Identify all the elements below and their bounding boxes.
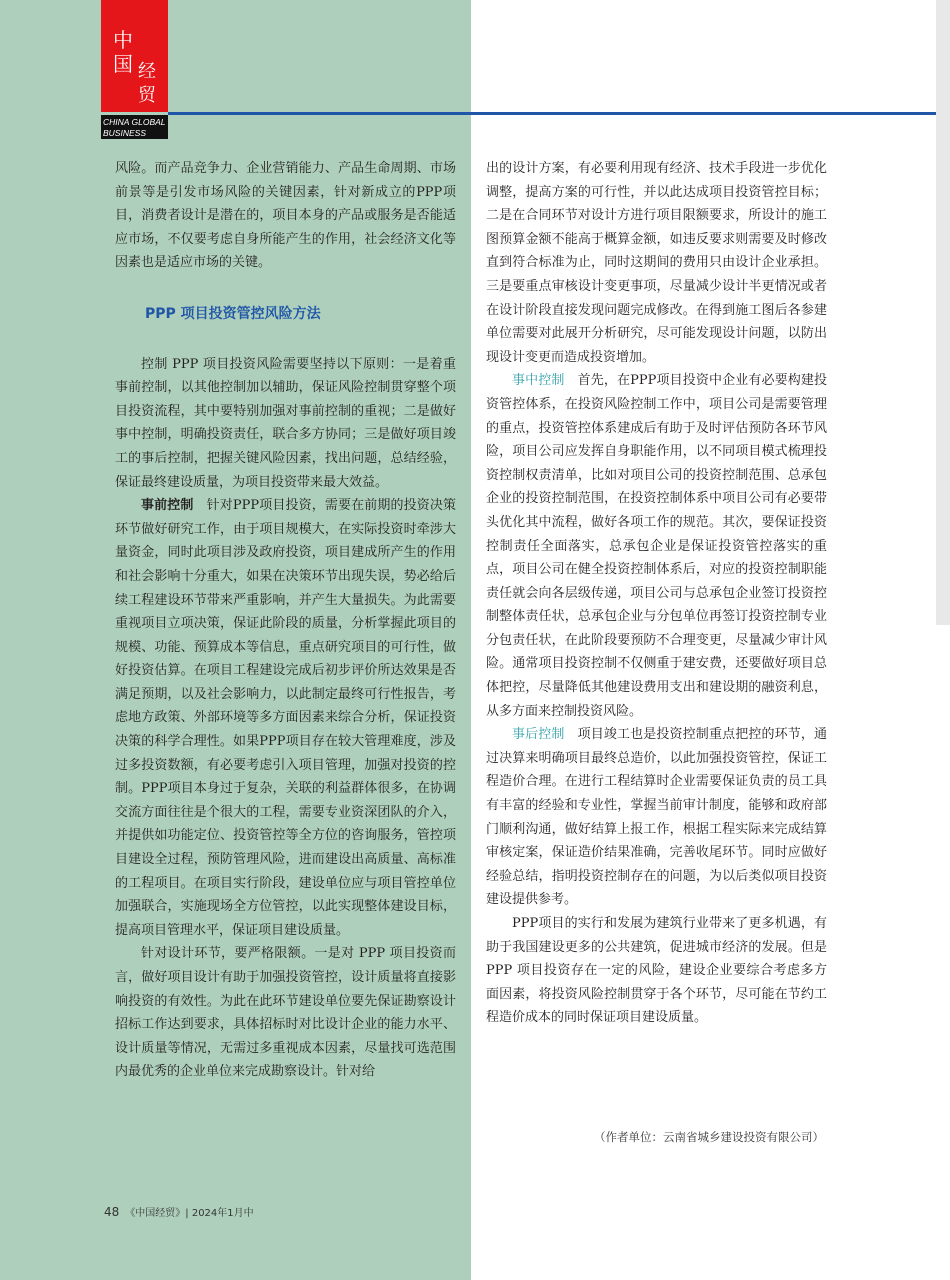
right-paragraph-3-body: 项目竣工也是投资控制重点把控的环节，通过决算来明确项目最终总造价，以此加强投资管控，保证工程造价合理。在进行工程结算时企业需要保证负责的员工具有丰富的经验和专业性，掌握当前审计制度，能够和政府部门顺利沟通，做好结算上报工作，根据工程实际来完成结算审核定案，保证造价结果准确，完善收尾环节。同时应做好经验总结，指明投资控制存在的问题，为以后类似项目投资建设提供参考。 <box>486 727 827 908</box>
logo-char-guo: 国 <box>113 52 133 76</box>
magazine-logo <box>101 0 168 112</box>
logo-english: CHINA GLOBAL BUSINESS <box>101 115 168 139</box>
right-paragraph-1: 出的设计方案，有必要利用现有经济、技术手段进一步优化调整，提高方案的可行性，并以此达成项目投资管控目标；二是在合同环节对设计方进行项目限额要求，所设计的施工图预算金额不能高于概算金额，如违反要求则需要及时修改直到符合标准为止，同时这期间的费用只由设计企业承担。三是要重点审核设计变更事项，尽量减少设计半更情况或者在设计阶段直接发现问题完成修改。在得到施工图后各参建单位需要对此展开分析研究，尽可能发现设计问题，以防出现设计变更而造成投资增加。 <box>486 161 827 365</box>
right-column <box>486 157 827 1030</box>
author-affiliation: （作者单位：云南省城乡建设投资有限公司） <box>594 1130 824 1144</box>
scroll-strip <box>936 0 950 625</box>
left-paragraph-3-body: 针对PPP项目投资，需要在前期的投资决策环节做好研究工作，由于项目规模大，在实际投资时牵涉大量资金，同时此项目涉及政府投资，项目建成所产生的作用和社会影响十分重大，如果在决策环节出现失误，势必给后续工程建设环节带来严重影响，并产生大量损失。为此需要重视项目立项决策，保证此阶段的质量，分析掌握此项目的规模、功能、预算成本等信息，重点研究项目的可行性，做好投资估算。在项目工程建设完成后初步评价所达效果是否满足预期，以及社会影响力，以此制定最终可行性报告，考虑地方政策、外部环境等多方面因素来综合分析，保证投资决策的科学合理性。如果PPP项目存在较大管理难度，涉及过多投资数额，有必要考虑引入项目管理，加强对投资的控制。PPP项目本身过于复杂，关联的利益群体很多，在协调交流方面往往是个很大的工程，需要专业资深团队的介入，并提供如功能定位、投资管控等全方位的咨询服务，管控项目建设全过程，预防管理风险，进而建设出高质量、高标准的工程项目。在项目实行阶段，建设单位应与项目管控单位加强联合，实施现场全方位管控，以此实现整体建设目标，提高项目管理水平，保证项目建设质量。 <box>115 498 456 938</box>
lead-term-post-control: 事后控制 <box>512 727 565 743</box>
lead-term-in-control: 事中控制 <box>512 373 565 389</box>
left-paragraph-3 <box>115 494 456 942</box>
left-paragraph-2: 控制 PPP 项目投资风险需要坚持以下原则：一是着重事前控制，以其他控制加以辅助，保证风险控制贯穿整个项目投资流程，其中要特别加强对事前控制的重视；二是做好事中控制，明确投资责任，联合多方协同；三是做好项目竣工的事后控制，把握关键风险因素，找出问题，总结经验，保证最终建设质量，为项目投资带来最大效益。 <box>115 356 456 490</box>
page-footer <box>104 1204 254 1219</box>
right-paragraph-4: PPP项目的实行和发展为建筑行业带来了更多机遇，有助于我国建设更多的公共建筑，促进城市经济的发展。但是 PPP 项目投资存在一定的风险，建设企业要综合考虑多方面因素，将投资风险控制贯穿于各个环节，尽可能在节约工程造价成本的同时保证项目建设质量。 <box>486 916 827 1026</box>
lead-term-pre-control: 事前控制 <box>141 498 194 514</box>
right-paragraph-2 <box>486 369 827 723</box>
header-rule <box>168 112 936 115</box>
left-column <box>115 157 456 1084</box>
logo-char-jing: 经 <box>138 61 156 82</box>
page-number: 48 <box>104 1205 120 1219</box>
footer-publication: 《中国经贸》| 2024年1月中 <box>125 1208 254 1219</box>
left-paragraph-1: 风险。而产品竞争力、企业营销能力、产品生命周期、市场前景等是引发市场风险的关键因素，针对新成立的PPP项目，消费者设计是潜在的，项目本身的产品或服务是否能适应市场，不仅要考虑自身所能产生的作用，社会经济文化等因素也是适应市场的关键。 <box>115 161 456 271</box>
logo-char-zhong: 中 <box>113 28 133 52</box>
section-heading: PPP 项目投资管控风险方法 <box>145 305 321 322</box>
right-paragraph-3 <box>486 723 827 912</box>
right-paragraph-2-body: 首先，在PPP项目投资中企业有必要构建投资管控体系，在投资风险控制工作中，项目公司是需要管理的重点，投资管控体系建成后有助于及时评估预防各环节风险，项目公司应发挥自身职能作用，以不同项目模式梳理投资控制权责清单，比如对项目公司的投资控制范围、总承包企业的投资控制范围，在投资控制体系中项目公司有必要带头优化其中流程，做好各项工作的规范。其次，要保证投资控制责任全面落实，总承包企业是保证投资管控落实的重点，项目公司在健全投资控制体系后，对应的投资控制职能责任就会向各层级传递，项目公司与总承包企业签订投资控制整体责任状，总承包企业与分包单位再签订投资控制专业分包责任状，在此阶段要预防不合理变更，尽量减少审计风险。通常项目投资控制不仅侧重于建安费，还要做好项目总体把控，尽量降低其他建设费用支出和建设期的融资利息，从多方面来控制投资风险。 <box>486 373 827 719</box>
left-paragraph-4: 针对设计环节，要严格限额。一是对 PPP 项目投资而言，做好项目设计有助于加强投资管控，设计质量将直接影响投资的有效性。为此在此环节建设单位要先保证勘察设计招标工作达到要求，具体招标时对比设计企业的能力水平、设计质量等情况，无需过多重视成本因素，尽量找可选范围内最优秀的企业单位来完成勘察设计。针对给 <box>115 946 456 1080</box>
logo-char-mao: 贸 <box>138 85 156 106</box>
